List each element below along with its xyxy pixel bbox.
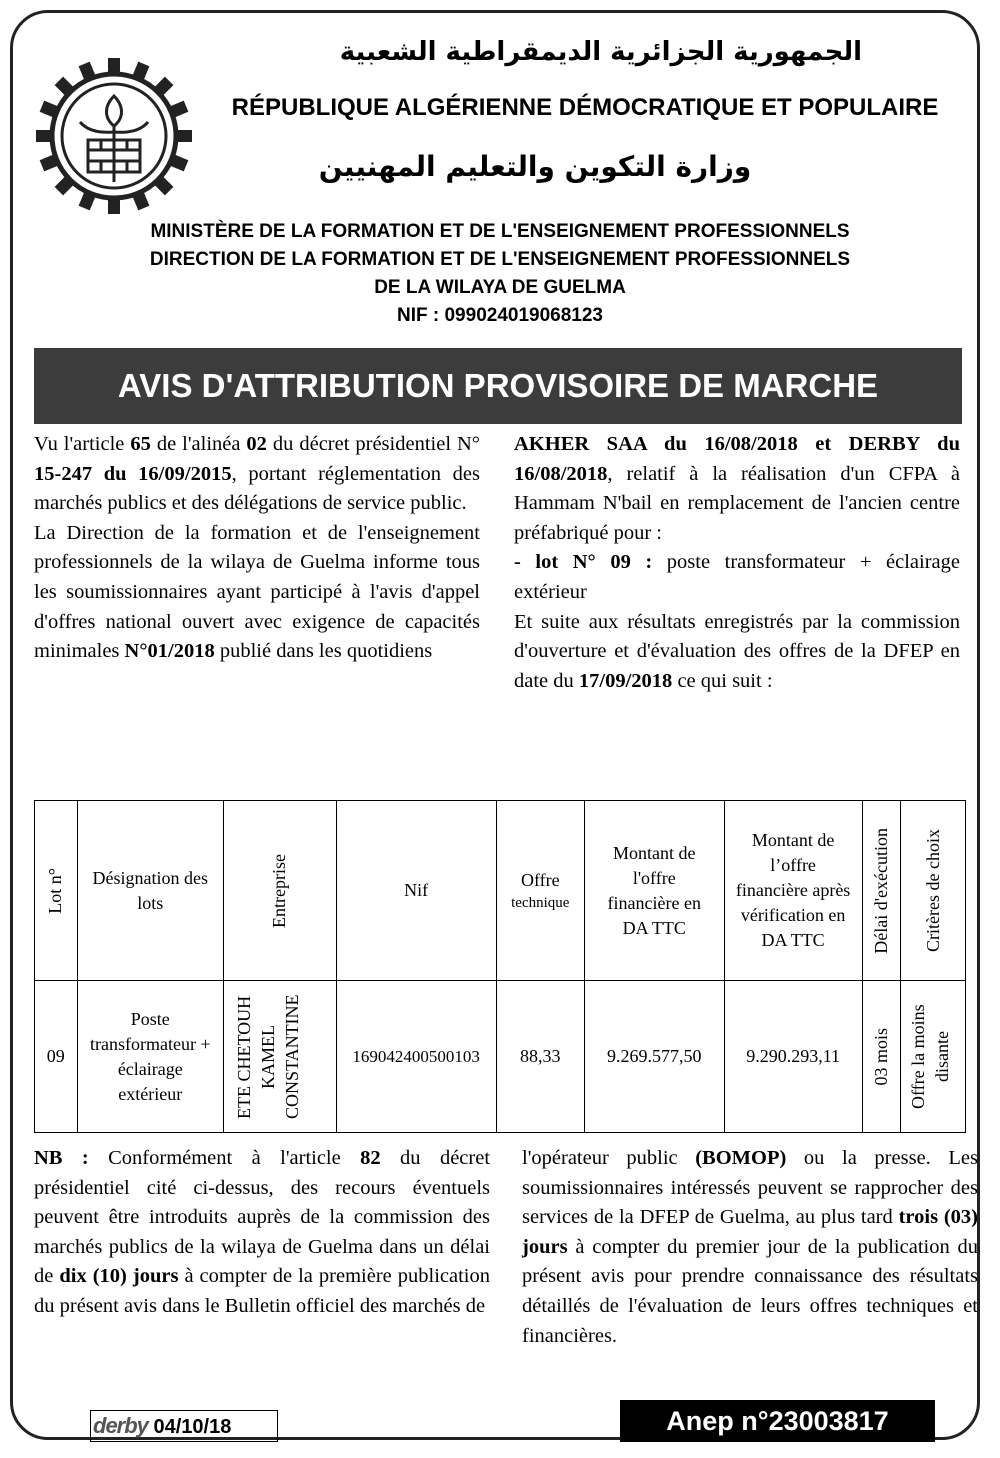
- cell-montant: 9.269.577,50: [584, 981, 724, 1133]
- header-entreprise: Entreprise: [269, 853, 290, 928]
- header-criteres: Critères de choix: [922, 829, 943, 952]
- table-row: [35, 981, 966, 1133]
- header-nif: Nif: [336, 801, 496, 981]
- republic-title: RÉPUBLIQUE ALGÉRIENNE DÉMOCRATIQUE ET POPULAIRE: [231, 94, 939, 121]
- cell-criteres: Offre la moins disante: [908, 1004, 953, 1109]
- header-delai: Délai d'exécution: [870, 827, 891, 954]
- body-right-column: [514, 430, 960, 696]
- publication-stamp: [90, 1410, 278, 1442]
- body-paragraph: La Direction de la formation et de l'enseignement professionnels de la wilaya de Guelma informe tous les soumissionnaires ayant participé à l'avis d'appel d'offres national ouvert avec exigence de capacités minimales N°01/2018 publié dans les quotidiens: [34, 521, 480, 663]
- cell-nif: 169042400500103: [336, 981, 496, 1133]
- cell-lot: 09: [35, 981, 78, 1133]
- nb-left-column: [34, 1144, 490, 1322]
- nb-paragraph: NB : Conformément à l'article 82 du décret présidentiel cité ci-dessus, des recours éventuels peuvent être introduits auprès de la commission des marchés publics de la wilaya de Guelma dans un délai de dix (10) jours à compter de la première publication du présent avis dans le Bulletin officiel des marchés de: [34, 1147, 491, 1317]
- arabic-ministry-title: وزارة التكوين والتعليم المهنيين: [318, 150, 752, 183]
- results-table: [34, 800, 966, 1133]
- notice-title: AVIS D'ATTRIBUTION PROVISOIRE DE MARCHE: [34, 348, 962, 424]
- table-header-row: [35, 801, 966, 981]
- cell-offre-technique: 88,33: [496, 981, 584, 1133]
- header-lot: Lot n°: [45, 867, 66, 914]
- arabic-republic-title: الجمهورية الجزائرية الديمقراطية الشعبية: [339, 37, 862, 67]
- body-paragraph: Vu l'article 65 de l'alinéa 02 du décret présidentiel N° 15-247 du 16/09/2015, portant réglementation des marchés publics et des délégations de service public.: [34, 433, 480, 515]
- nb-right-column: [522, 1144, 978, 1351]
- newspaper-logo: derby: [93, 1413, 148, 1438]
- body-left-column: [34, 430, 480, 667]
- anep-reference: Anep n°23003817: [620, 1400, 935, 1442]
- header-offre-technique: Offre technique: [496, 801, 584, 981]
- body-paragraph: AKHER SAA du 16/08/2018 et DERBY du 16/08/2018, relatif à la réalisation d'un CFPA à Hammam N'bail en remplacement de l'ancien centre préfabriqué pour :: [514, 433, 960, 544]
- wilaya-line: DE LA WILAYA DE GUELMA: [374, 277, 626, 298]
- cell-designation: Poste transformateur + éclairage extérieur: [77, 981, 224, 1133]
- body-paragraph: Et suite aux résultats enregistrés par la commission d'ouverture et d'évaluation des offres de la DFEP en date du 17/09/2018 ce qui suit :: [514, 610, 960, 692]
- cell-entreprise: ETE CHETOUH KAMEL CONSTANTINE: [233, 994, 302, 1119]
- nb-paragraph: l'opérateur public (BOMOP) ou la presse. Les soumissionnaires intéressés peuvent se rapprocher des services de la DFEP de Guelma, au plus tard trois (03) jours à compter du premier jour de la publication du présent avis pour prendre connaissance des résultats détaillés de l'évaluation de leurs offres techniques et financières.: [522, 1147, 979, 1347]
- cell-delai: 03 mois: [870, 1027, 891, 1086]
- header-montant-verif: Montant de l’offre financière après vérification en DA TTC: [724, 801, 862, 981]
- direction-line: DIRECTION DE LA FORMATION ET DE L'ENSEIGNEMENT PROFESSIONNELS: [149, 249, 851, 270]
- cell-montant-verif: 9.290.293,11: [724, 981, 862, 1133]
- body-paragraph: - lot N° 09 : poste transformateur + éclairage extérieur: [514, 551, 960, 603]
- nif-line: NIF : 099024019068123: [397, 305, 603, 326]
- header-montant: Montant de l'offre financière en DA TTC: [584, 801, 724, 981]
- ministry-emblem-icon: [30, 52, 198, 220]
- ministry-line: MINISTÈRE DE LA FORMATION ET DE L'ENSEIGNEMENT PROFESSIONNELS: [150, 221, 850, 242]
- publication-date: 04/10/18: [153, 1416, 232, 1438]
- header-designation: Désignation des lots: [77, 801, 224, 981]
